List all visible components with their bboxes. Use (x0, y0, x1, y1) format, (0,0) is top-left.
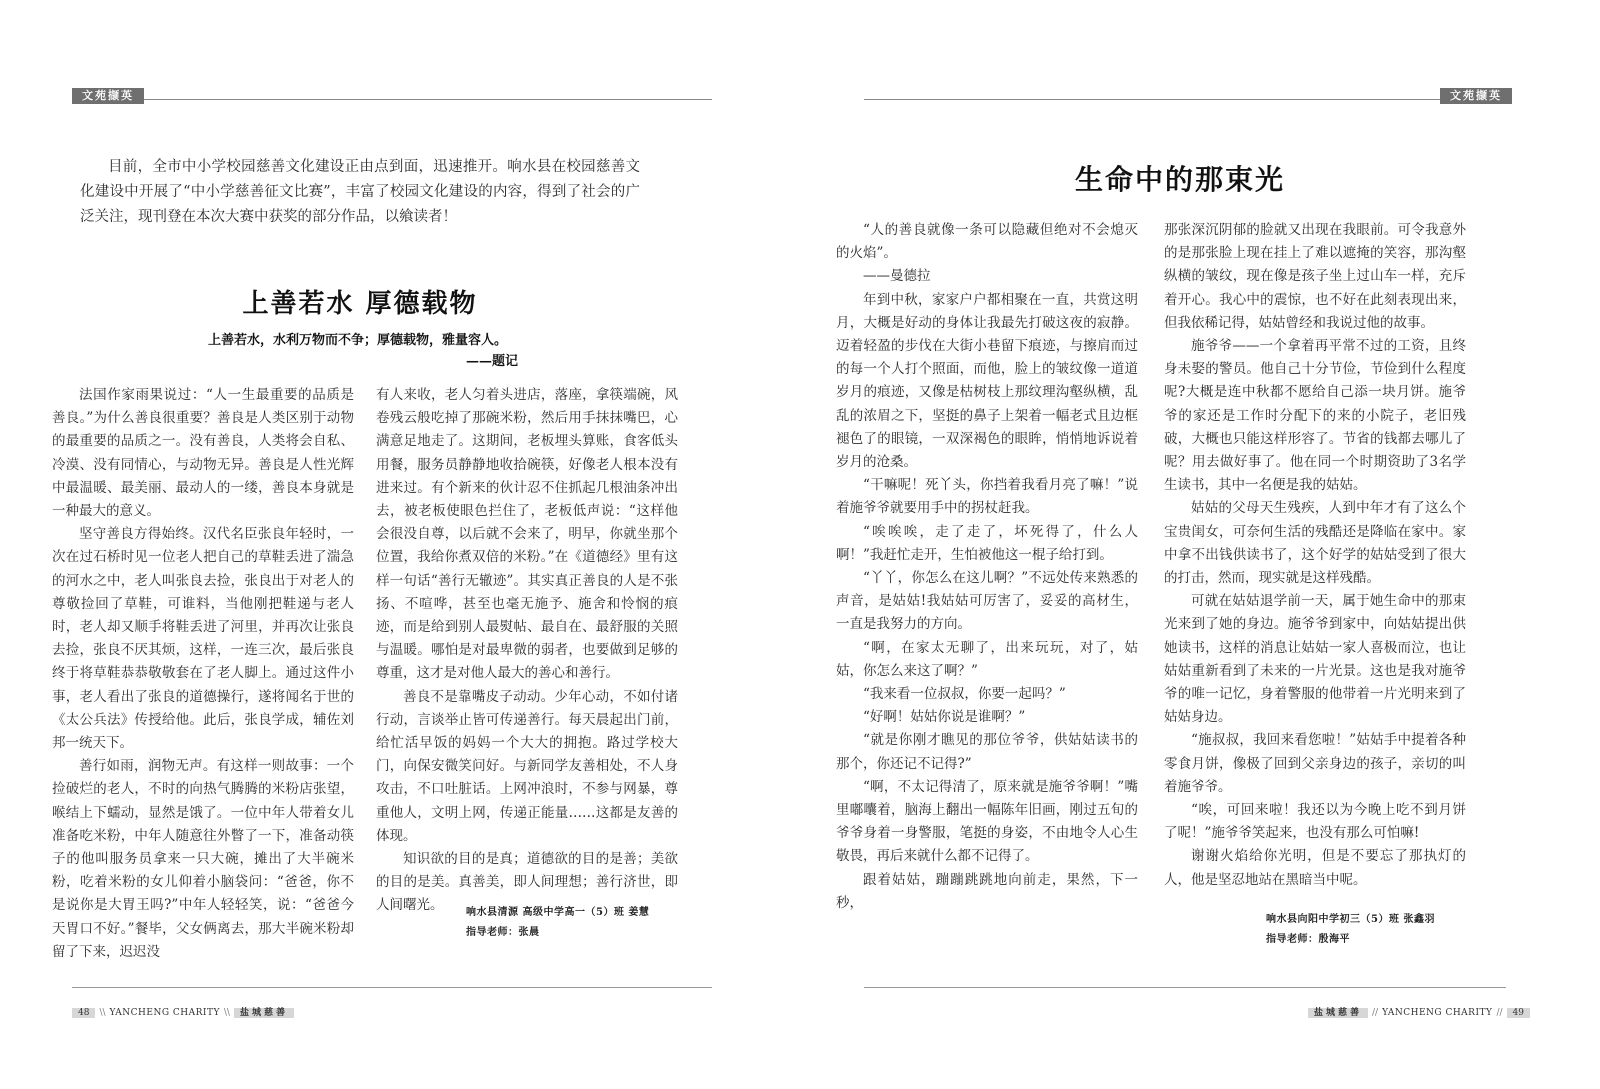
footer-magazine-en: YANCHENG CHARITY (1382, 1008, 1493, 1018)
paragraph: 谢谢火焰给你光明，但是不要忘了那执灯的人，他是坚忍地站在黑暗当中呢。 (1164, 848, 1466, 888)
footer-magazine-cn: 盐城慈善 (1308, 1008, 1368, 1018)
paragraph: “干嘛呢！死丫头，你挡着我看月亮了嘛！”说着施爷爷就要用手中的拐杖赶我。 (836, 477, 1138, 517)
author-credit: 响水县向阳中学初三（5）班 张鑫羽 (1266, 914, 1435, 925)
article-title: 生命中的那束光 (1074, 163, 1285, 196)
article-column-2 (1164, 219, 1466, 892)
epigraph: 上善若水，水利万物而不争；厚德载物，雅量容人。 (208, 333, 508, 348)
intro-paragraph: 目前，全市中小学校园慈善文化建设正由点到面，迅速推开。响水县在校园慈善文化建设中开展了“中小学慈善征文比赛”，丰富了校园文化建设的内容，得到了社会的广泛关注，现刊登在本次大赛中获奖的部分作品，以飨读者！ (80, 159, 640, 225)
paragraph: 年到中秋，家家户户都相聚在一直，共赏这明月，大概是好动的身体让我最先打破这夜的寂静。迈着轻盈的步伐在大街小巷留下痕迹，与擦肩而过的每一个人打个照面，而他，脸上的皱纹像一道道岁月的痕迹，又像是枯树枝上那纹理沟壑纵横，乱乱的浓眉之下，坚挺的鼻子上架着一幅老式且边框褪色了的眼镜，一双深褐色的眼眸，悄悄地诉说着岁月的沧桑。 (836, 291, 1138, 471)
article-title: 上善若水 厚德载物 (242, 289, 478, 319)
header-rule (72, 99, 712, 100)
footer-magazine-cn: 盐城慈善 (234, 1008, 294, 1018)
paragraph: 施爷爷——一个拿着再平常不过的工资，且终身未娶的警员。他自己十分节俭，节俭到什么程度呢?大概是连中秋都不愿给自己添一块月饼。施爷爷的家还是工作时分配下的来的小院子，老旧残破，大概也只能这样形容了。节省的钱都去哪儿了呢？用去做好事了。他在同一个时期资助了3名学生读书，其中一名便是我的姑姑。 (1164, 338, 1466, 494)
paragraph: 跟着姑姑，蹦蹦跳跳地向前走，果然，下一秒， (836, 871, 1138, 911)
paragraph: 坚守善良方得始终。汉代名臣张良年轻时，一次在过石桥时见一位老人把自己的草鞋丢进了湍急的河水之中，老人叫张良去捡，张良出于对老人的尊敬捡回了草鞋，可谁料，当他刚把鞋递与老人时，老人却又顺手将鞋丢进了河里，并再次让张良去捡，张良不厌其烦，这样，一连三次，最后张良终于将草鞋恭恭敬敬套在了老人脚上。通过这件小事，老人看出了张良的道德操行，遂将闻名于世的《太公兵法》传授给他。此后，张良学成，辅佐刘邦一统天下。 (52, 526, 354, 752)
paragraph: 那张深沉阴郁的脸就又出现在我眼前。可令我意外的是那张脸上现在挂上了难以遮掩的笑容，那沟壑纵横的皱纹，现在像是孩子坐上过山车一样，充斥着开心。我心中的震惊，也不好在此刻表现出来，但我依稀记得，姑姑曾经和我说过他的故事。 (1164, 222, 1466, 331)
section-tag: 文苑撷英 (72, 88, 144, 104)
paragraph: “好啊！姑姑你说是谁啊？” (863, 709, 1026, 726)
footer: 盐城慈善 // YANCHENG CHARITY // 49 (1308, 1006, 1530, 1020)
paragraph: 知识欲的目的是真；道德欲的目的是善；美欲的目的是美。真善美，即人间理想；善行济世，即人间曙光。 (376, 851, 678, 914)
author-credit: 响水县清源 高级中学高一（5）班 姜慧 (466, 907, 650, 918)
footer-rule (72, 987, 712, 988)
paragraph: 善良不是靠嘴皮子动动。少年心动，不如付诸行动，言谈举止皆可传递善行。每天晨起出门前，给忙活早饭的妈妈一个大大的拥抱。路过学校大门，向保安微笑问好。与新同学友善相处，不人身攻击，不口吐脏话。上网冲浪时，不参与网暴，尊重他人，文明上网，传递正能量……这都是友善的体现。 (376, 688, 678, 844)
article-column-1 (836, 219, 1138, 915)
paragraph: “啊，不太记得清了，原来就是施爷爷啊！”嘴里嘟囔着，脑海上翻出一幅陈年旧画，刚过五旬的爷爷身着一身警服，笔挺的身姿，不由地令人心生敬畏，再后来就什么都不记得了。 (836, 778, 1138, 865)
paragraph: 可就在姑姑退学前一天，属于她生命中的那束光来到了她的身边。施爷爷到家中，向姑姑提出供她读书，这样的消息让姑姑一家人喜极而泣，也让姑姑重新看到了未来的一片光景。这也是我对施爷爷的唯一记忆，身着警服的他带着一片光明来到了姑姑身边。 (1164, 593, 1466, 726)
paragraph: 姑姑的父母天生残疾，人到中年才有了这么个宝贵闺女，可奈何生活的残酷还是降临在家中。家中拿不出钱供读书了，这个好学的姑姑受到了很大的打击，然而，现实就是这样残酷。 (1164, 500, 1466, 587)
article-column-1 (52, 384, 354, 964)
paragraph: “丫丫，你怎么在这儿啊？”不远处传来熟悉的声音，是姑姑!我姑姑可厉害了，妥妥的高材生，一直是我努力的方向。 (836, 570, 1138, 633)
paragraph: “施叔叔，我回来看您啦！”姑姑手中提着各种零食月饼，像极了回到父亲身边的孩子，亲切的叫着施爷爷。 (1164, 732, 1466, 795)
section-tag: 文苑撷英 (1440, 88, 1512, 104)
paragraph: “唉唉唉，走了走了，坏死得了，什么人啊！”我赶忙走开，生怕被他这一棍子给打到。 (836, 523, 1138, 563)
paragraph: “唉，可回来啦！我还以为今晚上吃不到月饼了呢！”施爷爷笑起来，也没有那么可怕嘛! (1164, 802, 1466, 842)
page-number: 49 (1507, 1008, 1530, 1018)
paragraph: 善行如雨，润物无声。有这样一则故事：一个捡破烂的老人，不时的向热气腾腾的米粉店张望，喉结上下蠕动，显然是饿了。一位中年人带着女儿准备吃米粉，中年人随意往外瞥了一下，准备动筷子的他叫服务员拿来一只大碗，摊出了大半碗米粉，吃着米粉的女儿仰着小脑袋问：“爸爸，你不是说你是大胃王吗?”中年人轻轻笑，说：“爸爸今天胃口不好。”餐毕，父女俩离去，那大半碗米粉却留了下来，迟迟没 (52, 758, 354, 960)
footer: 48 \\ YANCHENG CHARITY \\ 盐城慈善 (72, 1006, 294, 1020)
advisor-credit: 指导老师：张晨 (466, 927, 540, 938)
paragraph: “我来看一位叔叔，你要一起吗？” (863, 686, 1066, 703)
paragraph: 有人来收，老人匀着头进店，落座，拿筷端碗，风卷残云般吃掉了那碗米粉，然后用手抹抹嘴巴，心满意足地走了。这期间，老板埋头算账，食客低头用餐，服务员静静地收拾碗筷，好像老人根本没有进来过。有个新来的伙计忍不住抓起几根油条冲出去，被老板使眼色拦住了，老板低声说：“这样他会很没自尊，以后就不会来了，明早，你就坐那个位置，我给你煮双倍的米粉。”在《道德经》里有这样一句话“善行无辙迹”。其实真正善良的人是不张扬、不喧哗，甚至也毫无施予、施舍和怜悯的痕迹，而是给到别人最熨帖、最自在、最舒服的关照与温暖。哪怕是对最卑微的弱者，也要做到足够的尊重，这才是对他人最大的善心和善行。 (376, 387, 678, 682)
paragraph: 法国作家雨果说过：“人一生最重要的品质是善良。”为什么善良很重要？善良是人类区别于动物的最重要的品质之一。没有善良，人类将会自私、冷漠、没有同情心，与动物无异。善良是人性光辉中最温暖、最美丽、最动人的一缕，善良本身就是一种最大的意义。 (52, 387, 354, 520)
paragraph: “人的善良就像一条可以隐藏但绝对不会熄灭的火焰”。 (836, 222, 1138, 262)
advisor-credit: 指导老师：殷海平 (1266, 934, 1350, 945)
epigraph-signature: ——题记 (466, 354, 519, 369)
page-number: 48 (72, 1008, 95, 1018)
paragraph: “就是你刚才瞧见的那位爷爷，供姑姑读书的那个，你还记不记得?” (836, 732, 1138, 772)
footer-rule (864, 987, 1506, 988)
header-rule (864, 99, 1506, 100)
paragraph: “啊，在家太无聊了，出来玩玩，对了，姑姑，你怎么来这了啊？” (836, 639, 1138, 679)
footer-magazine-en: YANCHENG CHARITY (109, 1008, 220, 1018)
article-column-2 (376, 384, 678, 918)
quote-attribution: ——曼德拉 (863, 268, 931, 285)
right-page (800, 0, 1600, 1089)
